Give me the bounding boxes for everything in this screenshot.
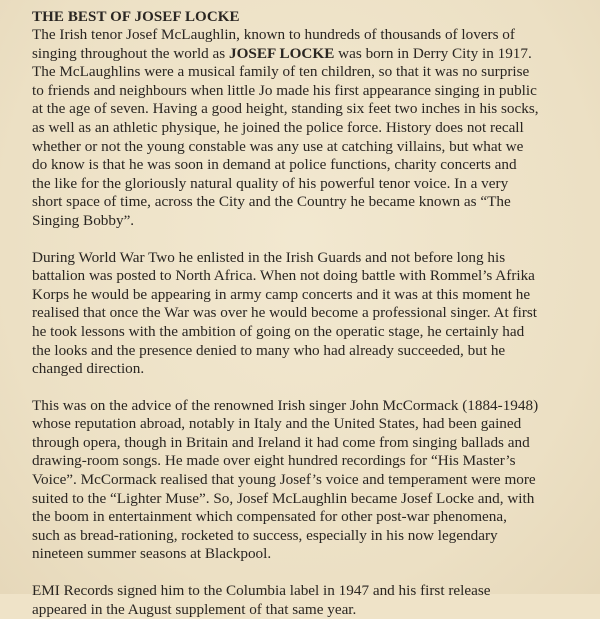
name-emphasis: JOSEF LOCKE — [229, 44, 335, 62]
text-line: EMI Records signed him to the Columbia label in 1947 and his first release — [32, 582, 491, 600]
text-line: the looks and the presence denied to many who had already succeeded, but he — [32, 341, 506, 359]
text-line: This was on the advice of the renowned Irish singer John McCormack (1884-1948) — [32, 396, 539, 414]
text-line: nineteen summer seasons at Blackpool. — [32, 545, 272, 563]
document-title: THE BEST OF JOSEF LOCKE — [32, 9, 240, 25]
text-line: the like for the gloriously natural quality of his powerful tenor voice. In a very — [32, 174, 509, 192]
text-line — [32, 45, 586, 64]
text-line: do know is that he was soon in demand at police functions, charity concerts and — [32, 156, 517, 174]
text-line: realised that once the War was over he would become a professional singer. At first — [32, 304, 538, 322]
text-line: Voice”. McCormack realised that young Josef’s voice and temperament were more — [32, 471, 536, 489]
paragraph-3 — [32, 397, 586, 564]
text-fragment: singing throughout the world as — [32, 44, 226, 62]
text-line: he took lessons with the ambition of going on the operatic stage, he certainly had — [32, 322, 525, 340]
text-line: the boom in entertainment which compensated for other post-war phenomena, — [32, 508, 507, 526]
text-line: changed direction. — [32, 360, 145, 378]
text-line: at the age of seven. Having a good height, standing six feet two inches in his socks, — [32, 100, 539, 118]
text-fragment: was born in Derry City in 1917. — [334, 44, 532, 62]
text-line: drawing-room songs. He made over eight hundred recordings for “His Master’s — [32, 452, 516, 470]
text-line: as well as an athletic physique, he joined the police force. History does not recall — [32, 118, 524, 136]
text-line: such as bread-rationing, rocketed to success, especially in his now legendary — [32, 526, 498, 544]
text-line: suited to the “Lighter Muse”. So, Josef McLaughlin became Josef Locke and, with — [32, 489, 535, 507]
text-line: to friends and neighbours when little Jo made his first appearance singing in public — [32, 81, 537, 99]
text-line: appeared in the August supplement of that same year. — [32, 600, 357, 618]
text-line: The Irish tenor Josef McLaughlin, known to hundreds of thousands of lovers of — [32, 26, 515, 43]
text-line: During World War Two he enlisted in the Irish Guards and not before long his — [32, 248, 506, 266]
paragraph-4 — [32, 582, 586, 619]
text-line: The McLaughlins were a musical family of ten children, so that it was no surprise — [32, 63, 530, 81]
paragraph-1 — [32, 26, 586, 231]
text-line: Singing Bobby”. — [32, 211, 135, 229]
text-line: battalion was posted to North Africa. When not doing battle with Rommel’s Afrika — [32, 267, 535, 285]
paragraph-2 — [32, 249, 586, 379]
text-line: whether or not the young constable was any use at catching villains, but what we — [32, 137, 524, 155]
text-line: short space of time, across the City and the Country he became known as “The — [32, 193, 511, 211]
text-line: Korps he would be appearing in army camp concerts and it was at this moment he — [32, 285, 531, 303]
text-line: whose reputation abroad, notably in Italy and the United States, had been gained — [32, 415, 522, 433]
text-line: through opera, though in Britain and Ireland it had come from singing ballads and — [32, 433, 530, 451]
